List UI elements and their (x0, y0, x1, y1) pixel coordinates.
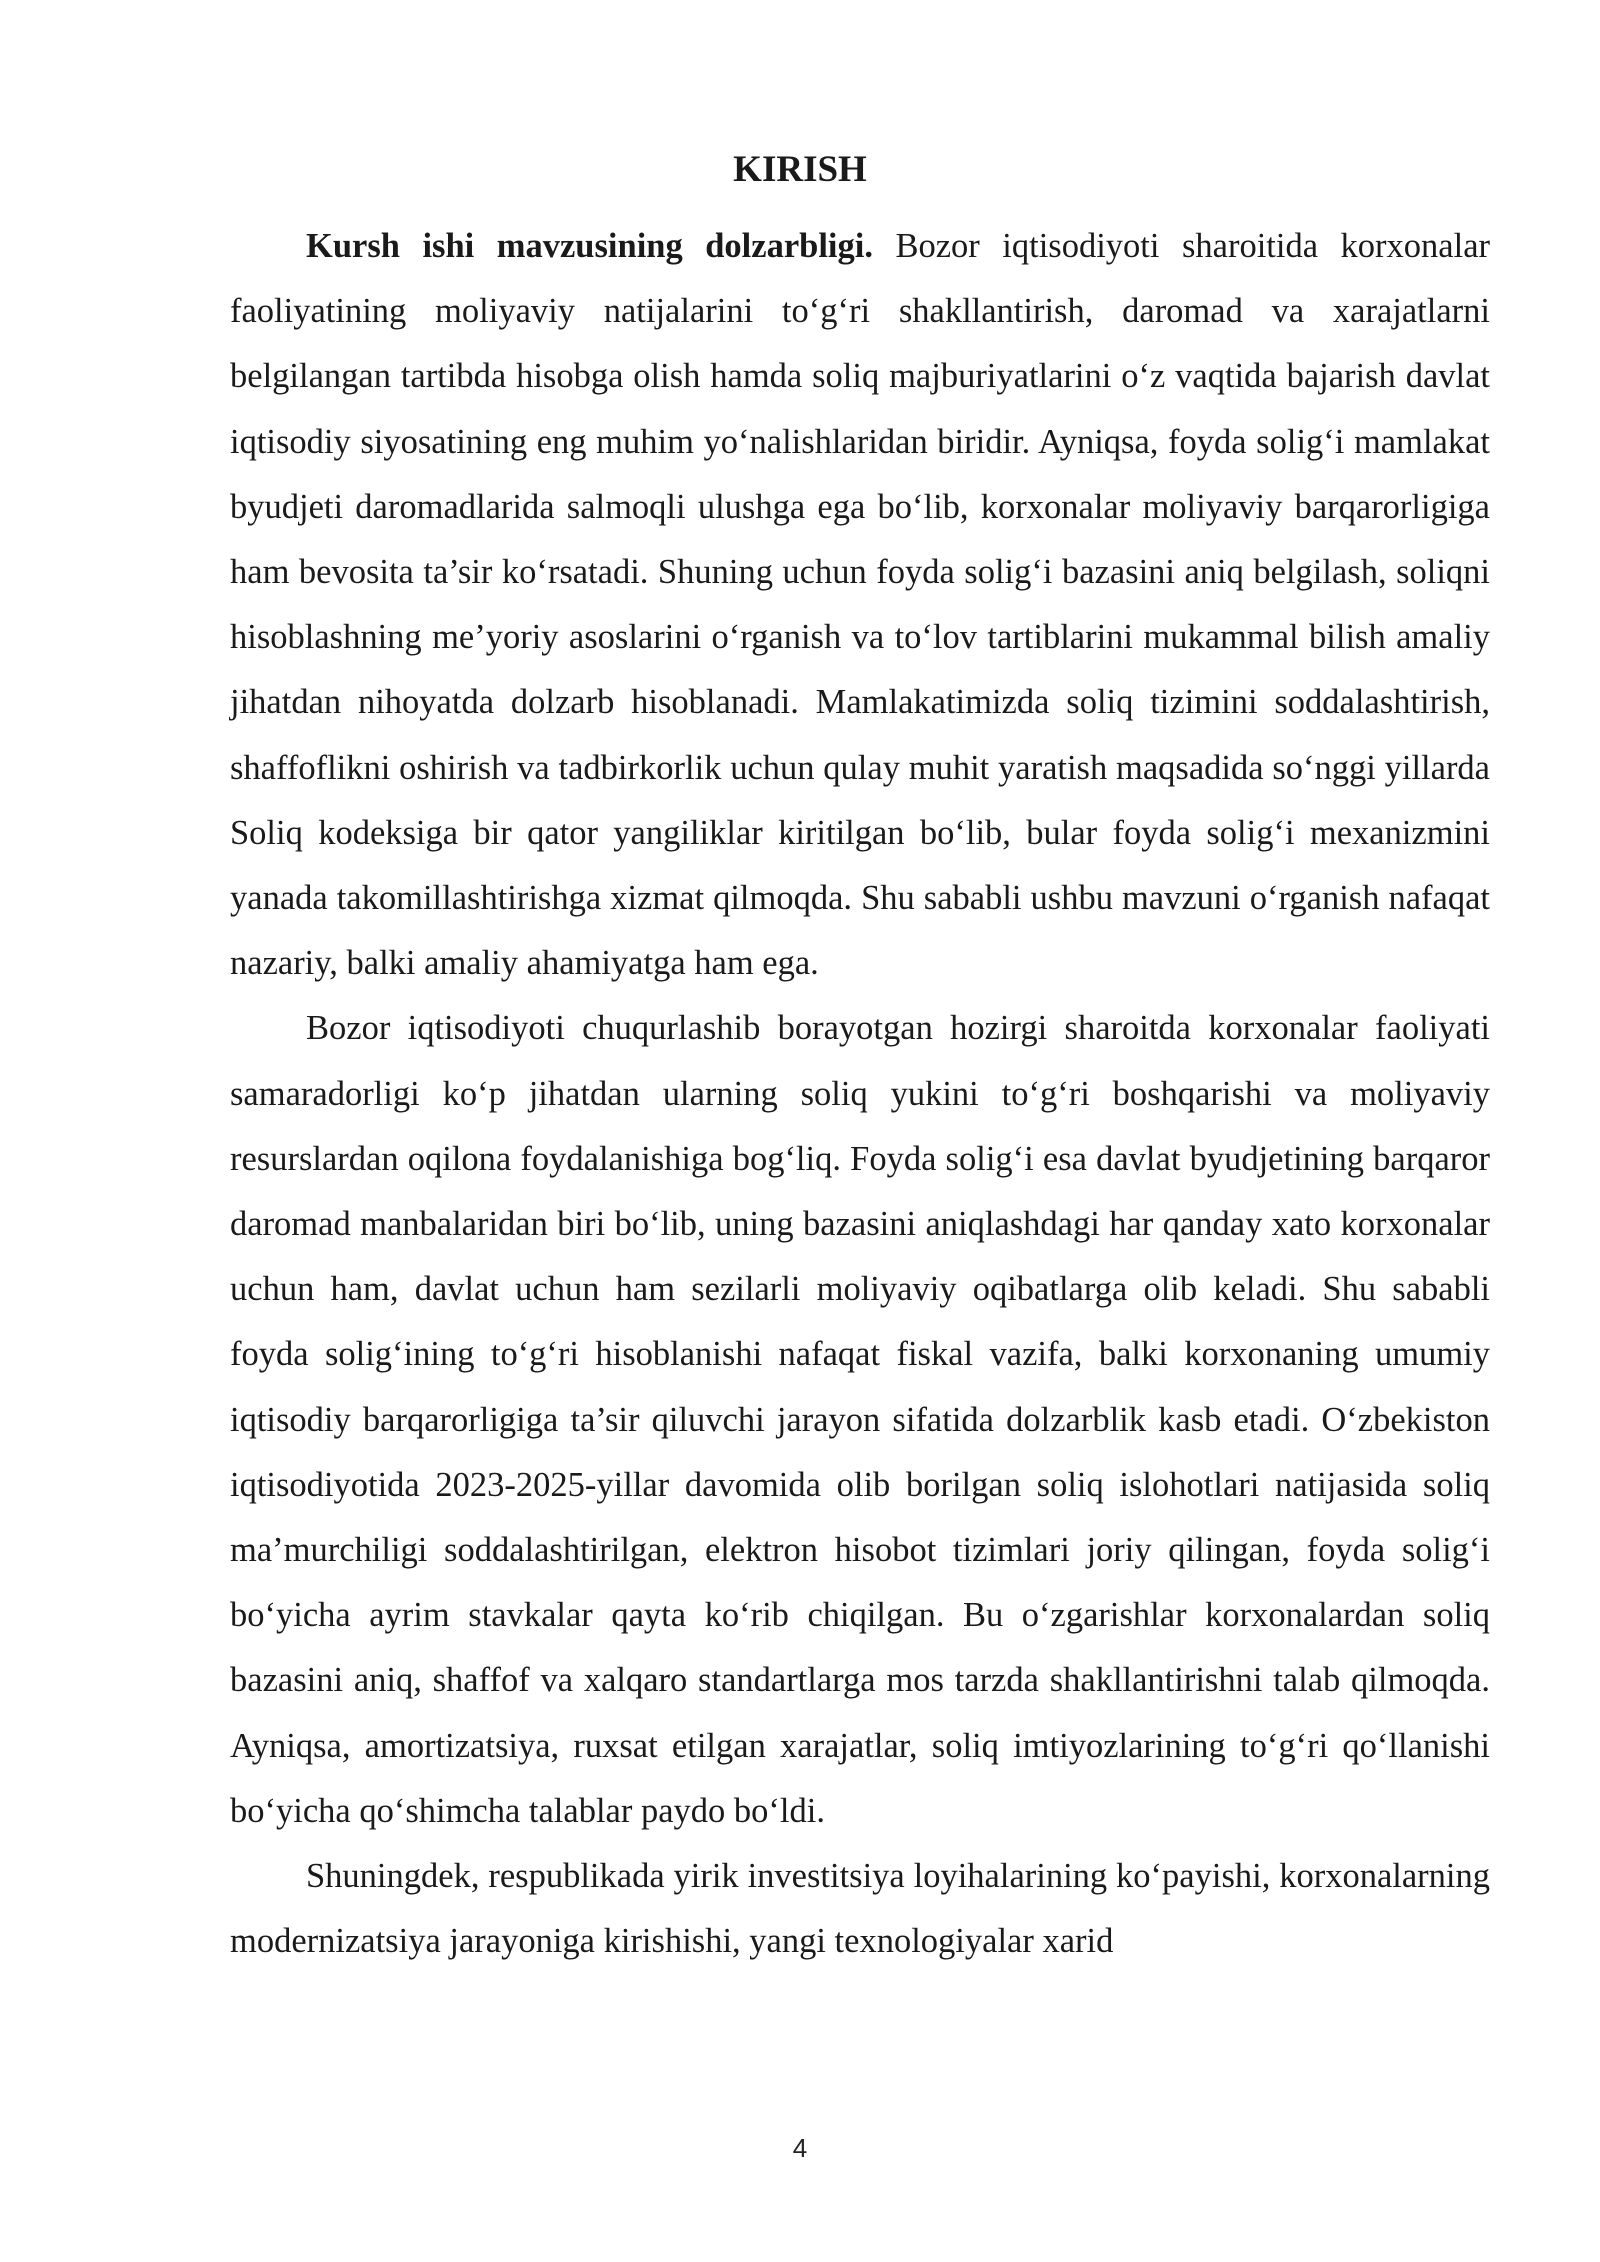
paragraph-lead: Kursh ishi mavzusining dolzarbligi. (306, 227, 873, 265)
paragraph-text: Bozor iqtisodiyoti sharoitida korxonalar faoliyatining moliyaviy natijalarini to‘g‘ri shakllantirish, daromad va xarajatlarni belgilangan tartibda hisobga olish hamda soliq majburiyatlarini o‘z vaqtida bajarish davlat iqtisodiy siyosatining eng muhim yo‘nalishlaridan biridir. Ayniqsa, foyda solig‘i mamlakat byudjeti daromadlarida salmoqli ulushga ega bo‘lib, korxonalar moliyaviy barqarorligiga ham bevosita ta’sir ko‘rsatadi. Shuning uchun foyda solig‘i bazasini aniq belgilash, soliqni hisoblashning me’yoriy asoslarini o‘rganish va to‘lov tartiblarini mukammal bilish amaliy jihatdan nihoyatda dolzarb hisoblanadi. Mamlakatimizda soliq tizimini soddalashtirish, shaffoflikni oshirish va tadbirkorlik uchun qulay muhit yaratish maqsadida so‘nggi yillarda Soliq kodeksiga bir qator yangiliklar kiritilgan bo‘lib, bular foyda solig‘i mexanizmini yanada takomillashtirishga xizmat qilmoqda. Shu sababli ushbu mavzuni o‘rganish nafaqat nazariy, balki amaliy ahamiyatga ham ega. (230, 227, 1490, 983)
paragraph-text: Bozor iqtisodiyoti chuqurlashib borayotgan hozirgi sharoitda korxonalar faoliyati samaradorligi ko‘p jihatdan ularning soliq yukini to‘g‘ri boshqarishi va moliyaviy resurslardan oqilona foydalanishiga bog‘liq. Foyda solig‘i esa davlat byudjetining barqaror daromad manbalaridan biri bo‘lib, uning bazasini aniqlashdagi har qanday xato korxonalar uchun ham, davlat uchun ham sezilarli moliyaviy oqibatlarga olib keladi. Shu sababli foyda solig‘ining to‘g‘ri hisoblanishi nafaqat fiskal vazifa, balki korxonaning umumiy iqtisodiy barqarorligiga ta’sir qiluvchi jarayon sifatida dolzarblik kasb etadi. O‘zbekiston iqtisodiyotida 2023-2025-yillar davomida olib borilgan soliq islohotlari natijasida soliq ma’murchiligi soddalashtirilgan, elektron hisobot tizimlari joriy qilingan, foyda solig‘i bo‘yicha ayrim stavkalar qayta ko‘rib chiqilgan. Bu o‘zgarishlar korxonalardan soliq bazasini aniq, shaffof va xalqaro standartlarga mos tarzda shakllantirishni talab qilmoqda. Ayniqsa, amortizatsiya, ruxsat etilgan xarajatlar, soliq imtiyozlarining to‘g‘ri qo‘llanishi bo‘yicha qo‘shimcha talablar paydo bo‘ldi. (230, 1009, 1490, 1830)
page-number: 4 (792, 2133, 808, 2163)
paragraph-text: Shuningdek, respublikada yirik investitsiya loyihalarining ko‘payishi, korxonalarning modernizatsiya jarayoniga kirishishi, yangi texnologiyalar xarid (230, 1857, 1490, 1961)
paragraph-2 (230, 996, 1490, 1844)
section-heading: KIRISH (733, 149, 867, 190)
paragraph-1 (230, 214, 1490, 996)
body-text (230, 214, 1490, 1974)
paragraph-3 (230, 1844, 1490, 1974)
